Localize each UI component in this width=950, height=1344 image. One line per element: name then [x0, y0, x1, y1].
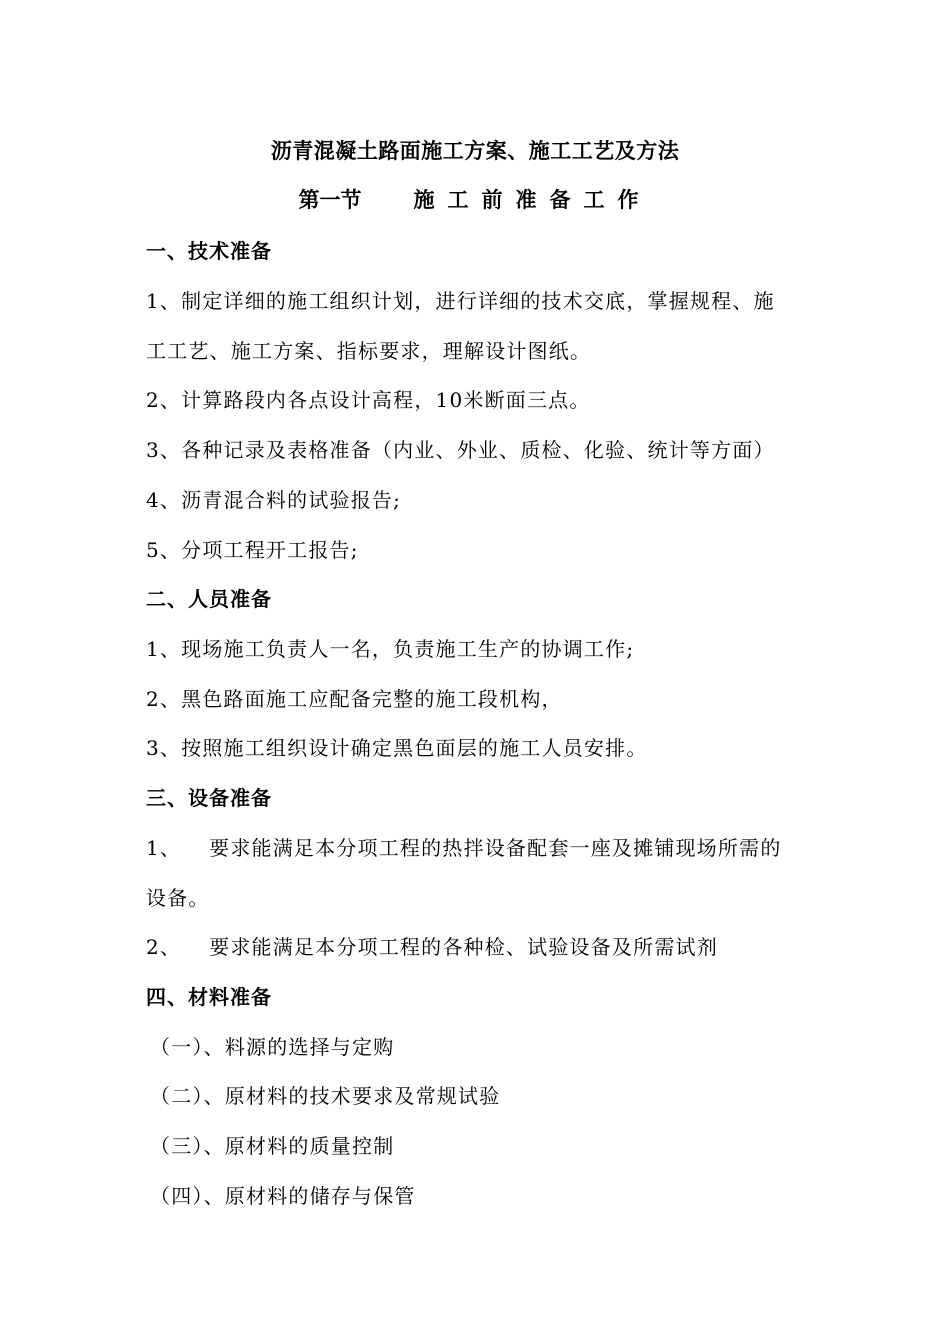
paragraph-line: 2、计算路段内各点设计高程，10米断面三点。	[146, 388, 591, 412]
sub-item: （四）、原材料的储存与保管	[150, 1184, 416, 1208]
paragraph-line: 1、现场施工负责人一名，负责施工生产的协调工作;	[146, 637, 635, 661]
sub-item: （三）、原材料的质量控制	[150, 1134, 395, 1158]
heading-equipment-prep: 三、设备准备	[146, 786, 272, 810]
item-text: 要求能满足本分项工程的各种检、试验设备及所需试剂	[209, 935, 718, 959]
paragraph-line: 2、黑色路面施工应配备完整的施工段机构，	[146, 687, 563, 711]
paragraph-line: 3、各种记录及表格准备（内业、外业、质检、化验、统计等方面）	[146, 438, 775, 462]
list-item	[146, 933, 816, 961]
heading-technical-prep: 一、技术准备	[146, 239, 272, 263]
list-item	[146, 834, 816, 862]
sub-item: （二）、原材料的技术要求及常规试验	[150, 1084, 501, 1108]
section-title: 施工前准备工作	[413, 187, 652, 212]
paragraph-line: 工工艺、施工方案、指标要求，理解设计图纸。	[146, 339, 592, 363]
list-item-continuation: 设备。	[146, 886, 210, 910]
sub-item: （一）、料源的选择与定购	[150, 1035, 395, 1059]
heading-materials-prep: 四、材料准备	[146, 985, 272, 1009]
section-heading	[0, 186, 950, 214]
item-number: 2、	[146, 935, 182, 959]
item-number: 1、	[146, 836, 182, 860]
paragraph-line: 3、按照施工组织设计确定黑色面层的施工人员安排。	[146, 736, 648, 760]
item-text: 要求能满足本分项工程的热拌设备配套一座及摊铺现场所需的	[209, 836, 782, 860]
paragraph-line: 1、制定详细的施工组织计划，进行详细的技术交底，掌握规程、施	[146, 289, 775, 313]
paragraph-line: 5、分项工程开工报告;	[146, 538, 359, 562]
paragraph-line: 4、沥青混合料的试验报告;	[146, 488, 402, 512]
document-title: 沥青混凝土路面施工方案、施工工艺及方法	[270, 138, 680, 163]
section-label: 第一节	[298, 187, 362, 212]
heading-personnel-prep: 二、人员准备	[146, 587, 272, 611]
